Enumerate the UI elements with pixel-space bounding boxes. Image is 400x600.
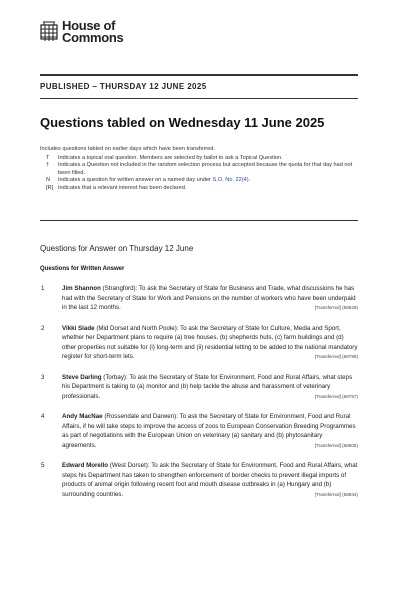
legend-text: Indicates a topical oral question. Members are selected by ballot to ask a Topical Question.	[58, 154, 283, 161]
legend-intro: Includes questions tabled on earlier days which have been transferred.	[40, 146, 216, 152]
legend-item	[40, 185, 358, 193]
question-number: 2	[41, 324, 45, 332]
logo-line-2: Commons	[62, 30, 124, 45]
legend-text-before: Indicates a question for written answer on a named day under	[58, 177, 213, 184]
question-item	[40, 284, 358, 313]
member-constituency: (Rossendale and Darwen)	[104, 413, 177, 420]
header-divider-bottom	[40, 98, 358, 99]
question-text: To ask the Secretary of State for Business and Trade, what discussions he has had with the Secretary of State for Work and Pensions on the number of workers who have been underpaid in the last 12 months.	[62, 285, 356, 311]
question-text: To ask the Secretary of State for Environment, Food and Rural Affairs, what steps his Department has taken to strengthen enforcement of border checks to prevent illegal imports of products of animal origin following recent foot and mouth disease outbreaks in (a) Hungary and (b) surrounding countries.	[62, 462, 358, 498]
legend-text-after: .	[248, 177, 251, 184]
question-body: Andy MacNae (Rossendale and Darwen): To ask the Secretary of State for Environment, Food and Rural Affairs, if he will take steps to improve the access of zoos to European Conservation Breeding Programmes as part of negotiations with the European Union on veterinary (a) sanitary and (b) phytosanitary agreements. [Transferred] (58905)	[62, 413, 358, 449]
question-number: 5	[41, 462, 45, 469]
question-body: Steve Darling (Torbay): To ask the Secretary of State for Environment, Food and Rural Affairs, what steps his Department is taking to (a) monitor and (b) help tackle the abuse and harassment of veterinary professionals. [Transferred] (58757)	[62, 373, 358, 400]
member-constituency: (Strangford)	[102, 285, 136, 292]
house-of-commons-logo	[40, 20, 123, 44]
section-heading: Questions for Answer on Thursday 12 June	[40, 244, 194, 253]
question-number: 4	[41, 413, 45, 420]
questions-list	[40, 284, 358, 499]
legend-symbol: [R]	[46, 184, 54, 191]
standing-order-link[interactable]: S.O. No. 22(4)	[212, 177, 249, 184]
logo-wordmark	[62, 20, 123, 44]
legend-item	[40, 162, 358, 177]
question-item	[40, 324, 358, 362]
member-constituency: (Torbay)	[103, 373, 126, 381]
question-number: 1	[41, 285, 45, 292]
question-item	[40, 461, 358, 499]
legend-symbol: N	[46, 177, 51, 184]
question-text: To ask the Secretary of State for Culture, Media and Sport, whether her Department plans to require (a) tree houses, (b) shepherds huts, (c) farm buildings and (d) other properties not suitable for (i) long-term and (ii) residential letting to be added to the national mandatory register for short-term lets.	[62, 324, 358, 360]
sub-heading: Questions for Written Answer	[40, 266, 125, 272]
member-name: Edward Morello	[62, 462, 109, 469]
page-title: Questions tabled on Wednesday 11 June 2025	[40, 115, 325, 130]
question-reference: [Transferred] (58844)	[314, 491, 358, 497]
published-date: PUBLISHED – THURSDAY 12 JUNE 2025	[40, 82, 207, 91]
legend-item	[40, 155, 358, 163]
symbol-legend	[40, 146, 358, 193]
question-body: Edward Morello (West Dorset): To ask the Secretary of State for Environment, Food and Rural Affairs, what steps his Department has taken to strengthen enforcement of border checks to prevent illegal imports of products of animal origin following recent foot and mouth disease outbreaks in (a) Hungary and (b) surrounding countries. [Transferred] (58844)	[62, 462, 358, 498]
legend-text: Indicates that a relevant interest has been declared.	[58, 184, 187, 191]
member-constituency: (Mid Dorset and North Poole)	[96, 324, 177, 332]
legend-divider	[40, 220, 358, 221]
member-name: Steve Darling	[62, 373, 102, 381]
legend-text: Indicates a Question not included in the random selection process but accepted because the quota for that day had not been filled.	[58, 162, 353, 176]
question-text: To ask the Secretary of State for Environment, Food and Rural Affairs, if he will take steps to improve the access of zoos to European Conservation Breeding Programmes as part of negotiations with the European Union on veterinary (a) sanitary and (b) phytosanitary agreements.	[62, 413, 356, 449]
legend-text	[58, 177, 358, 185]
question-reference: [Transferred] (58905)	[314, 442, 358, 448]
member-name: Vikki Slade	[62, 324, 95, 332]
member-name: Andy MacNae	[62, 413, 103, 420]
question-reference: [Transferred] (58757)	[314, 393, 358, 399]
member-constituency: (West Dorset)	[109, 462, 148, 469]
legend-item	[40, 177, 358, 185]
question-reference: [Transferred] (58629)	[314, 305, 358, 310]
question-item	[40, 373, 358, 402]
question-body: Vikki Slade (Mid Dorset and North Poole): To ask the Secretary of State for Culture, Media and Sport, whether her Department plans to require (a) tree houses, (b) shepherds huts, (c) farm buildings and (d) other properties not suitable for (i) long-term and (ii) residential letting to be added to the national mandatory register for short-term lets. [Transferred] (58799)	[62, 324, 358, 360]
question-body: Jim Shannon (Strangford): To ask the Secretary of State for Business and Trade, what discussions he has had with the Secretary of State for Work and Pensions on the number of workers who have been underpaid in the last 12 months. [Transferred] (58629)	[62, 285, 358, 311]
logo-line-1: House of	[62, 18, 116, 33]
question-number: 3	[41, 373, 45, 381]
portcullis-icon	[40, 21, 58, 43]
legend-symbol: †	[46, 162, 50, 169]
member-name: Jim Shannon	[62, 285, 101, 292]
question-text: To ask the Secretary of State for Environment, Food and Rural Affairs, what steps his Department is taking to (a) monitor and (b) help tackle the abuse and harassment of veterinary professionals.	[62, 373, 353, 400]
question-item	[40, 412, 358, 450]
header-divider-top	[40, 74, 358, 76]
legend-symbol: T	[46, 154, 50, 161]
question-reference: [Transferred] (58799)	[314, 354, 358, 359]
